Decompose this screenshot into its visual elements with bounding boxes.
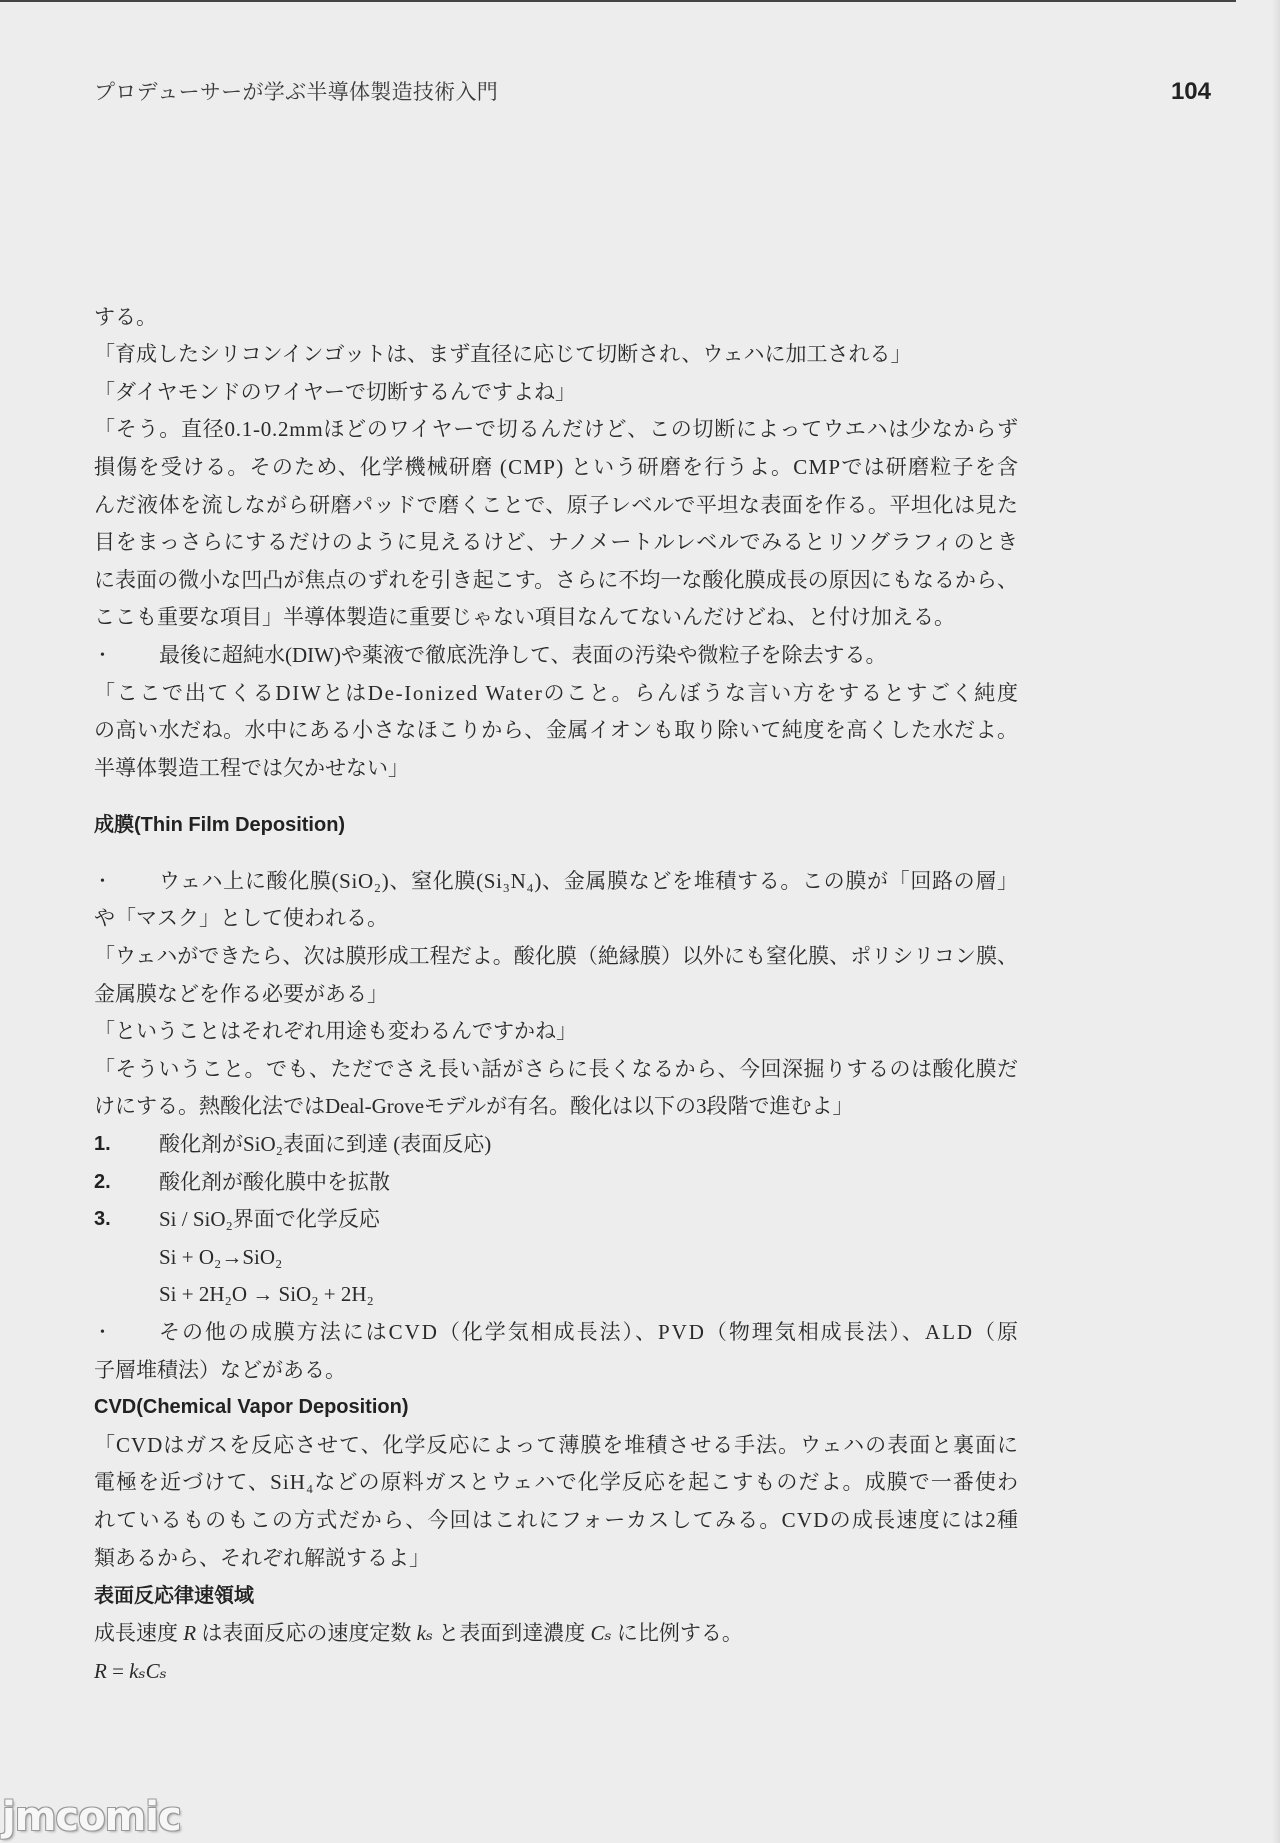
dialogue-line <box>94 562 1018 600</box>
line-text: 子層堆積法）などがある。 <box>94 1357 346 1382</box>
numbered-step <box>94 1164 1018 1202</box>
section-heading <box>94 1389 1018 1427</box>
text-run: と表面到達濃度 <box>432 1620 591 1645</box>
bullet-marker: • <box>100 648 105 664</box>
line-text: 「そういうこと。でも、ただでさえ長い話がさらに長くなるから、今回深掘りするのは酸化膜だ <box>94 1056 1019 1081</box>
line-text: 「そう。直径0.1-0.2mmほどのワイヤーで切るんだけど、この切断によってウエハは少なからず <box>94 417 1019 442</box>
dialogue-line <box>94 1013 1018 1051</box>
line-text: 半導体製造工程では欠かせない」 <box>94 755 409 780</box>
line-text: 「育成したシリコンインゴットは、まず直径に応じて切断され、ウェハに加工される」 <box>94 342 912 367</box>
dialogue-line <box>94 976 1018 1014</box>
section-heading: 成膜(Thin Film Deposition) <box>94 813 346 836</box>
line-text: 「ということはそれぞれ用途も変わるんですかね」 <box>94 1019 577 1044</box>
dialogue-line <box>94 1051 1018 1089</box>
line-text: 「CVDはガスを反応させて、化学反応によって薄膜を堆積させる手法。ウェハの表面と裏面に <box>94 1432 1019 1457</box>
dialogue-line <box>94 599 1018 637</box>
step-number: 1. <box>94 1133 111 1155</box>
text-run: は表面反応の速度定数 <box>196 1620 417 1645</box>
dialogue-line <box>94 374 1018 412</box>
bullet-marker: • <box>100 873 105 889</box>
math-symbol-R: R <box>183 1620 197 1645</box>
math-symbol-cs: Cₛ <box>590 1620 612 1645</box>
line-text: 「ウェハができたら、次は膜形成工程だよ。酸化膜（絶縁膜）以外にも窒化膜、ポリシリコン膜、 <box>94 943 1019 968</box>
line-text: ウェハ上に酸化膜(SiO₂)、窒化膜(Si₃N₄)、金属膜などを堆積する。この膜が「回路の層」 <box>159 868 1019 893</box>
page-edge-shadow <box>1272 0 1280 1843</box>
line-text: 最後に超純水(DIW)や薬液で徹底洗浄して、表面の汚染や微粒子を除去する。 <box>159 643 887 668</box>
line-text: 「ダイヤモンドのワイヤーで切断するんですよね」 <box>94 379 576 404</box>
rate-formula <box>94 1653 1018 1691</box>
dialogue-line <box>94 938 1018 976</box>
line-text: する。 <box>94 304 157 329</box>
bullet-marker: • <box>100 1325 105 1341</box>
line-text: 金属膜などを作る必要がある」 <box>94 981 388 1006</box>
dialogue-line <box>94 449 1018 487</box>
numbered-step <box>94 1201 1018 1239</box>
line-text: 「ここで出てくるDIWとはDe-Ionized Waterのこと。らんぼうな言い方をするとすごく純度 <box>94 680 1020 705</box>
numbered-step <box>94 1126 1018 1164</box>
heading-text: CVD(Chemical Vapor Deposition) <box>94 1396 409 1419</box>
dialogue-line <box>94 1540 1018 1578</box>
dialogue-line <box>94 336 1018 374</box>
chemical-equation <box>94 1239 1018 1277</box>
step-text: 酸化剤がSiO₂表面に到達 (表面反応) <box>159 1132 492 1156</box>
text-run: に比例する。 <box>611 1620 743 1645</box>
line-text: 損傷を受ける。そのため、化学機械研磨 (CMP) という研磨を行うよ。CMPでは研磨粒子を含 <box>94 455 1020 480</box>
dialogue-line <box>94 1464 1018 1502</box>
bullet-item <box>94 1314 1018 1352</box>
math-symbol-ks: kₛ <box>416 1620 433 1645</box>
body-line <box>94 900 1018 938</box>
bullet-item <box>94 637 1018 675</box>
line-text: の高い水だね。水中にある小さなほこりから、金属イオンも取り除いて純度を高くした水だよ。 <box>94 718 1019 743</box>
page-number: 104 <box>1170 78 1211 105</box>
line-text: 目をまっさらにするだけのように見えるけど、ナノメートルレベルでみるとリソグラフィのとき <box>94 530 1019 555</box>
line-text: けにする。熱酸化法ではDeal-Groveモデルが有名。酸化は以下の3段階で進むよ」 <box>94 1094 854 1119</box>
page-body <box>94 299 1018 1691</box>
dialogue-line <box>94 524 1018 562</box>
rate-sentence <box>94 1615 1018 1653</box>
bullet-item <box>94 863 1018 901</box>
line-text: んだ液体を流しながら研磨パッドで磨くことで、原子レベルで平坦な表面を作る。平坦化は見た <box>94 492 1019 517</box>
formula-rhs: kₛCₛ <box>129 1658 167 1683</box>
body-line <box>94 1352 1018 1390</box>
line-text: 電極を近づけて、SiH₄などの原料ガスとウェハで化学反応を起こすものだよ。成膜で一番使わ <box>94 1470 1020 1495</box>
line-text: に表面の微小な凹凸が焦点のずれを引き起こす。さらに不均一な酸化膜成長の原因にもなるから、 <box>94 567 1019 592</box>
step-number: 3. <box>94 1208 111 1231</box>
running-title: プロデューサーが学ぶ半導体製造技術入門 <box>94 80 499 104</box>
dialogue-line <box>94 712 1018 750</box>
heading-text: 表面反応律速領域 <box>94 1583 254 1608</box>
formula-equals: = <box>106 1658 130 1683</box>
step-text: Si / SiO₂界面で化学反応 <box>159 1207 380 1232</box>
subsection-heading <box>94 1577 1018 1615</box>
equation-text: Si + O₂→SiO₂ <box>159 1244 283 1269</box>
formula-lhs: R <box>94 1658 107 1683</box>
text-run: 成長速度 <box>94 1620 184 1645</box>
dialogue-line <box>94 411 1018 449</box>
chemical-equation <box>94 1276 1018 1314</box>
dialogue-line <box>94 487 1018 525</box>
line-text: ここも重要な項目」半導体製造に重要じゃない項目なんてないんだけどね、と付け加える。 <box>94 605 955 630</box>
dialogue-line <box>94 1427 1018 1465</box>
scan-top-edge <box>0 0 1236 2</box>
line-text: れているものもこの方式だから、今回はこれにフォーカスしてみる。CVDの成長速度には2種 <box>94 1508 1020 1533</box>
watermark-logo: jmcomic <box>2 1794 181 1840</box>
line-text: や「マスク」として使われる。 <box>94 906 388 931</box>
body-line <box>94 299 1018 337</box>
dialogue-line <box>94 675 1018 713</box>
dialogue-line <box>94 750 1018 788</box>
line-text: 類あるから、それぞれ解説するよ」 <box>94 1545 430 1570</box>
dialogue-line <box>94 1088 1018 1126</box>
line-text: その他の成膜方法にはCVD（化学気相成長法）、PVD（物理気相成長法）、ALD（原 <box>159 1320 1020 1345</box>
step-text: 酸化剤が酸化膜中を拡散 <box>159 1169 390 1194</box>
equation-text: Si + 2H₂O → SiO₂ + 2H₂ <box>159 1282 374 1307</box>
step-number: 2. <box>94 1170 111 1193</box>
dialogue-line <box>94 1502 1018 1540</box>
